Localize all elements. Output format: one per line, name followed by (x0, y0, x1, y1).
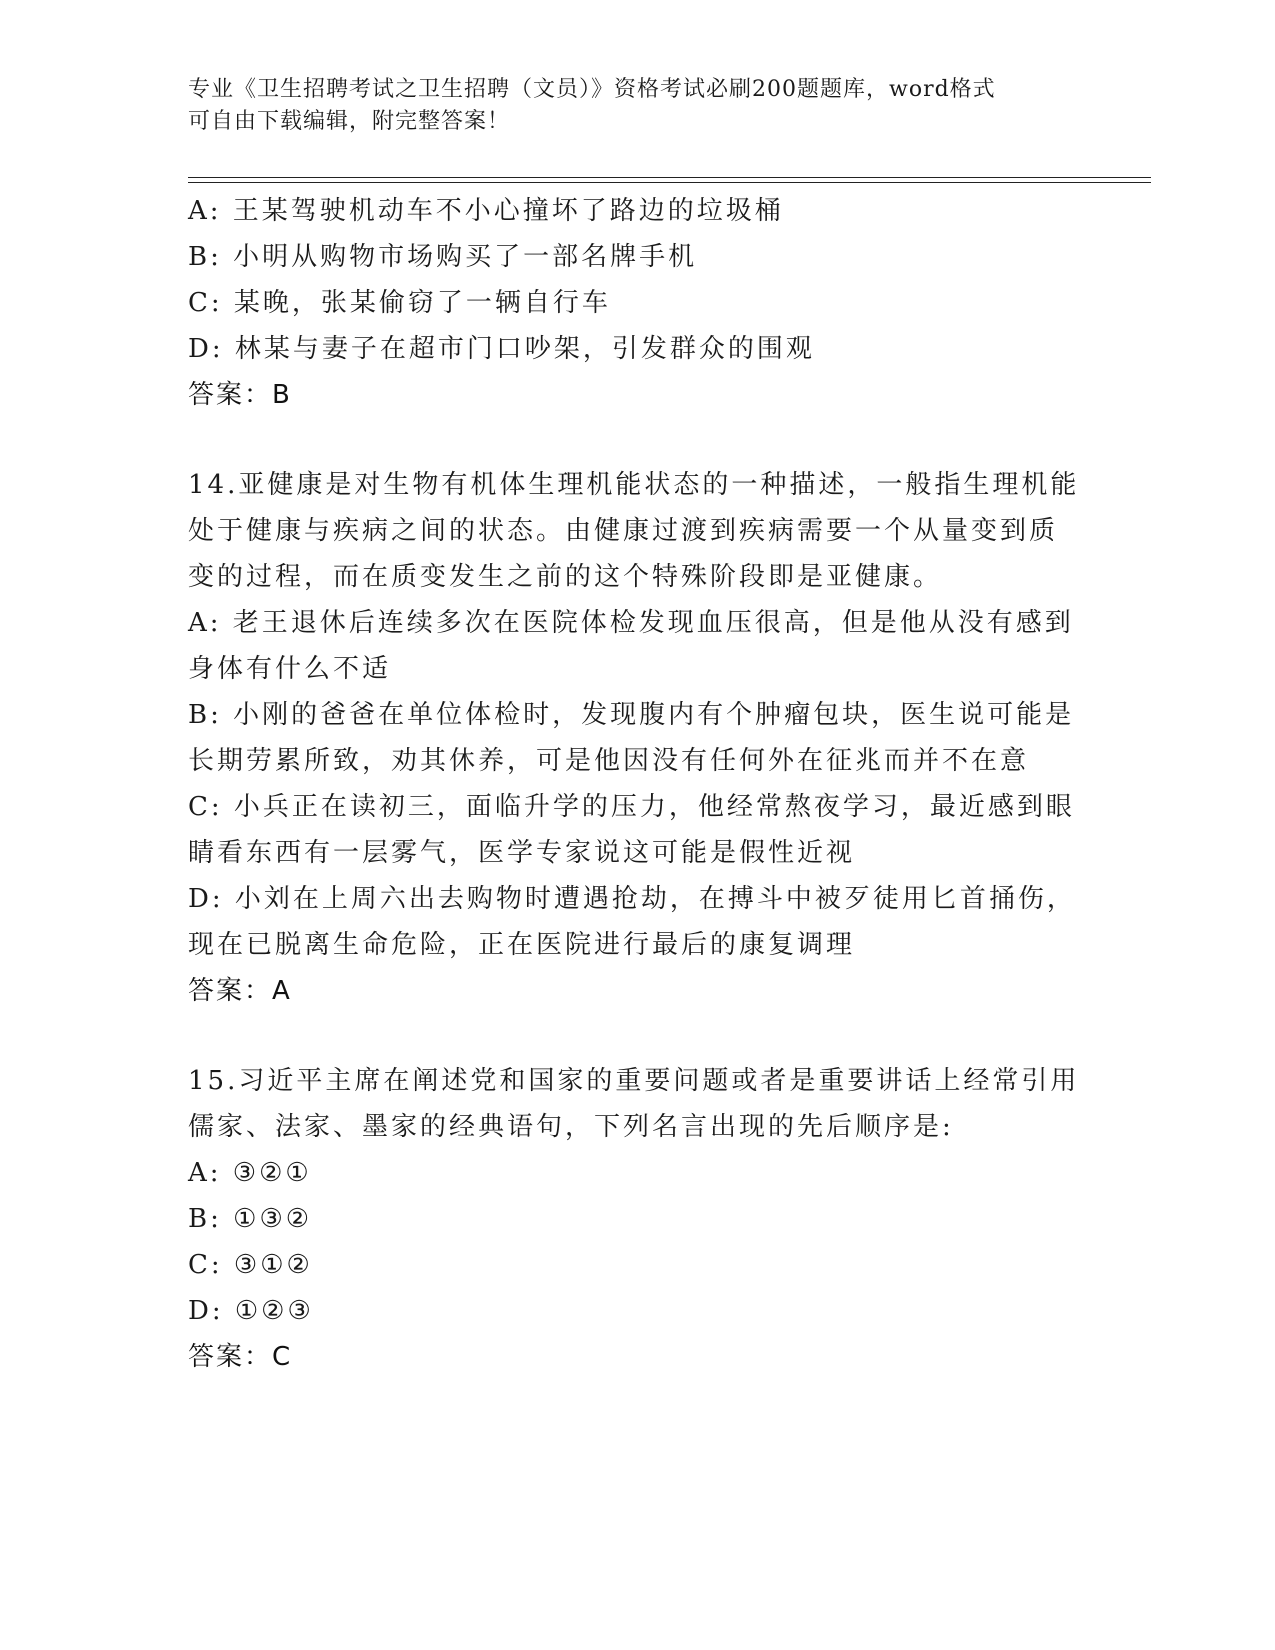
header-line-2: 可自由下载编辑，附完整答案！ (188, 109, 511, 134)
question-stem-line: 15.习近平主席在阐述党和国家的重要问题或者是重要讲话上经常引用 (188, 1066, 1080, 1096)
question-stem-line: 14.亚健康是对生物有机体生理机能状态的一种描述，一般指生理机能 (188, 470, 1080, 500)
option-a: A: 王某驾驶机动车不小心撞坏了路边的垃圾桶 (188, 196, 784, 226)
option-b: B: 小刚的爸爸在单位体检时，发现腹内有个肿瘤包块，医生说可能是 (188, 700, 1075, 730)
spacer (188, 418, 1088, 462)
question-stem-line: 处于健康与疾病之间的状态。由健康过渡到疾病需要一个从量变到质 (188, 516, 1059, 546)
option-d: D: 小刘在上周六出去购物时遭遇抢劫，在搏斗中被歹徒用匕首捅伤， (188, 884, 1076, 914)
option-d-continued: 现在已脱离生命危险，正在医院进行最后的康复调理 (188, 930, 856, 960)
option-c: C: ③①② (188, 1250, 313, 1280)
question-stem-line: 儒家、法家、墨家的经典语句，下列名言出现的先后顺序是: (188, 1112, 954, 1142)
spacer (188, 1014, 1088, 1058)
document-header (188, 74, 1088, 138)
question-13-block (188, 188, 1088, 418)
question-content (188, 188, 1088, 1380)
header-divider-top (188, 177, 1151, 178)
question-stem-line: 变的过程，而在质变发生之前的这个特殊阶段即是亚健康。 (188, 562, 943, 592)
option-d: D: 林某与妻子在超市门口吵架，引发群众的围观 (188, 334, 815, 364)
option-b-continued: 长期劳累所致，劝其休养，可是他因没有任何外在征兆而并不在意 (188, 746, 1030, 776)
header-line-1: 专业《卫生招聘考试之卫生招聘（文员）》资格考试必刷200题题库，word格式 (188, 77, 996, 102)
option-c: C: 小兵正在读初三，面临升学的压力，他经常熬夜学习，最近感到眼 (188, 792, 1075, 822)
option-b: B: 小明从购物市场购买了一部名牌手机 (188, 242, 698, 272)
option-d: D: ①②③ (188, 1296, 314, 1326)
answer-line: 答案：B (188, 380, 292, 410)
option-c-continued: 睛看东西有一层雾气，医学专家说这可能是假性近视 (188, 838, 856, 868)
header-divider-bottom (188, 182, 1151, 183)
answer-line: 答案：C (188, 1342, 293, 1372)
option-b: B: ①③② (188, 1204, 313, 1234)
answer-line: 答案：A (188, 976, 292, 1006)
question-14-block (188, 462, 1088, 1014)
option-c: C: 某晚，张某偷窃了一辆自行车 (188, 288, 611, 318)
option-a: A: 老王退休后连续多次在医院体检发现血压很高，但是他从没有感到 (188, 608, 1074, 638)
option-a: A: ③②① (188, 1158, 312, 1188)
option-a-continued: 身体有什么不适 (188, 654, 392, 684)
question-15-block (188, 1058, 1088, 1380)
